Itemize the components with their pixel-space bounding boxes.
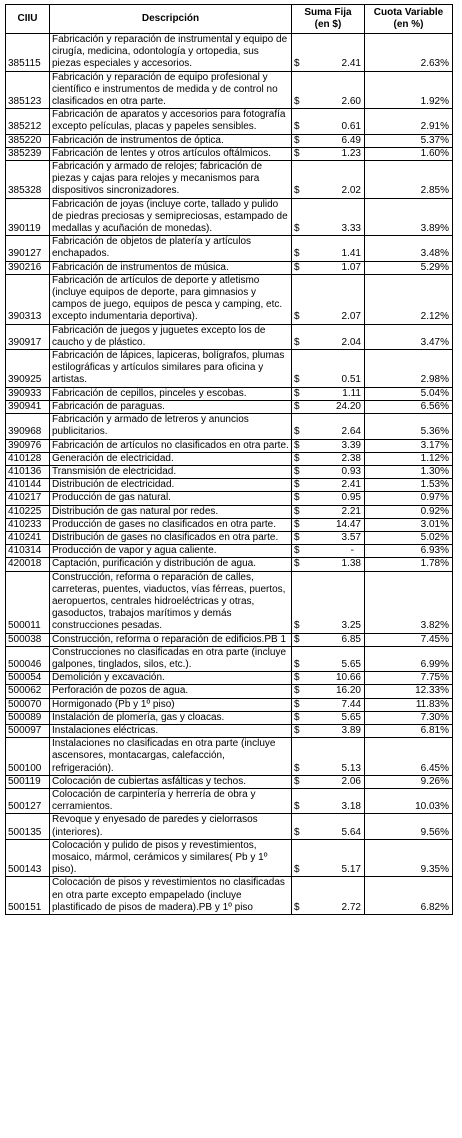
ciiu-code-cell: 500062	[6, 685, 50, 698]
variable-rate-cell: 10.03%	[365, 788, 453, 813]
description-cell: Producción de vapor y agua caliente.	[50, 545, 292, 558]
fixed-amount-cell: 24.20	[306, 400, 365, 413]
currency-symbol-cell: $	[292, 492, 306, 505]
fixed-amount-cell: 16.20	[306, 685, 365, 698]
table-row	[6, 672, 453, 685]
variable-rate-cell: 6.45%	[365, 738, 453, 776]
currency-symbol-cell: $	[292, 814, 306, 839]
variable-rate-cell: 2.98%	[365, 350, 453, 388]
ciiu-code-cell: 500038	[6, 633, 50, 646]
description-cell: Construcción, reforma o reparación de edificios.PB 1	[50, 633, 292, 646]
variable-rate-cell: 2.12%	[365, 274, 453, 324]
header-ciiu: CIIU	[6, 5, 50, 34]
variable-rate-cell: 3.47%	[365, 324, 453, 349]
table-body	[6, 34, 453, 915]
table-row	[6, 414, 453, 439]
ciiu-code-cell: 500011	[6, 571, 50, 633]
currency-symbol-cell: $	[292, 439, 306, 452]
fixed-amount-cell: 2.38	[306, 452, 365, 465]
ciiu-code-cell: 390968	[6, 414, 50, 439]
variable-rate-cell: 1.30%	[365, 465, 453, 478]
variable-rate-cell: 7.75%	[365, 672, 453, 685]
currency-symbol-cell: $	[292, 261, 306, 274]
table-row	[6, 788, 453, 813]
ciiu-tariff-table	[5, 4, 453, 915]
ciiu-code-cell: 500097	[6, 724, 50, 737]
ciiu-code-cell: 390917	[6, 324, 50, 349]
currency-symbol-cell: $	[292, 134, 306, 147]
fixed-amount-cell: 3.39	[306, 439, 365, 452]
description-cell: Fabricación de joyas (incluye corte, tallado y pulido de piedras preciosas y semipreciosas, estampado de medallas y acuñación de monedas).	[50, 198, 292, 236]
description-cell: Colocación de cubiertas asfálticas y techos.	[50, 775, 292, 788]
table-row	[6, 646, 453, 671]
table-header-row	[6, 5, 453, 34]
ciiu-code-cell: 500135	[6, 814, 50, 839]
fixed-amount-cell: 5.65	[306, 711, 365, 724]
description-cell: Distribución de gases no clasificados en otra parte.	[50, 531, 292, 544]
fixed-amount-cell: 1.41	[306, 236, 365, 261]
description-cell: Fabricación de paraguas.	[50, 400, 292, 413]
currency-symbol-cell: $	[292, 71, 306, 109]
currency-symbol-cell: $	[292, 698, 306, 711]
fixed-amount-cell: 1.11	[306, 387, 365, 400]
description-cell: Fabricación de cepillos, pinceles y escobas.	[50, 387, 292, 400]
currency-symbol-cell: $	[292, 34, 306, 72]
fixed-amount-cell: 3.18	[306, 788, 365, 813]
ciiu-code-cell: 500089	[6, 711, 50, 724]
fixed-amount-cell: 2.04	[306, 324, 365, 349]
ciiu-code-cell: 500100	[6, 738, 50, 776]
currency-symbol-cell: $	[292, 877, 306, 915]
variable-rate-cell: 0.97%	[365, 492, 453, 505]
fixed-amount-cell: 10.66	[306, 672, 365, 685]
variable-rate-cell: 6.93%	[365, 545, 453, 558]
table-row	[6, 324, 453, 349]
currency-symbol-cell: $	[292, 161, 306, 199]
currency-symbol-cell: $	[292, 350, 306, 388]
table-row	[6, 545, 453, 558]
table-row	[6, 147, 453, 160]
table-row	[6, 814, 453, 839]
currency-symbol-cell: $	[292, 518, 306, 531]
variable-rate-cell: 3.17%	[365, 439, 453, 452]
table-row	[6, 71, 453, 109]
description-cell: Colocación y pulido de pisos y revestimientos, mosaico, mármol, cerámicos y similares( Pb y 1º piso).	[50, 839, 292, 877]
variable-rate-cell: 6.82%	[365, 877, 453, 915]
fixed-amount-cell: 2.06	[306, 775, 365, 788]
table-row	[6, 839, 453, 877]
ciiu-code-cell: 385328	[6, 161, 50, 199]
currency-symbol-cell: $	[292, 724, 306, 737]
ciiu-code-cell: 500070	[6, 698, 50, 711]
table-row	[6, 134, 453, 147]
fixed-amount-cell: 5.17	[306, 839, 365, 877]
ciiu-code-cell: 410314	[6, 545, 50, 558]
table-row	[6, 698, 453, 711]
table-row	[6, 738, 453, 776]
variable-rate-cell: 2.85%	[365, 161, 453, 199]
variable-rate-cell: 6.56%	[365, 400, 453, 413]
fixed-amount-cell: 3.33	[306, 198, 365, 236]
currency-symbol-cell: $	[292, 531, 306, 544]
ciiu-code-cell: 500119	[6, 775, 50, 788]
fixed-amount-cell: 1.23	[306, 147, 365, 160]
variable-rate-cell: 9.35%	[365, 839, 453, 877]
fixed-amount-cell: 2.41	[306, 479, 365, 492]
ciiu-code-cell: 410128	[6, 452, 50, 465]
variable-rate-cell: 6.81%	[365, 724, 453, 737]
table-row	[6, 161, 453, 199]
description-cell: Fabricación de lápices, lapiceras, bolígrafos, plumas estilográficas y artículos similares para oficina y artistas.	[50, 350, 292, 388]
currency-symbol-cell: $	[292, 274, 306, 324]
fixed-amount-cell: 5.65	[306, 646, 365, 671]
fixed-amount-cell: 0.93	[306, 465, 365, 478]
variable-rate-cell: 0.92%	[365, 505, 453, 518]
header-suma-fija-line2: (en $)	[314, 19, 342, 30]
description-cell: Fabricación de artículos no clasificados en otra parte.	[50, 439, 292, 452]
currency-symbol-cell: $	[292, 147, 306, 160]
fixed-amount-cell: 0.61	[306, 109, 365, 134]
description-cell: Instalaciones eléctricas.	[50, 724, 292, 737]
ciiu-code-cell: 500046	[6, 646, 50, 671]
currency-symbol-cell: $	[292, 109, 306, 134]
ciiu-code-cell: 390119	[6, 198, 50, 236]
variable-rate-cell: 5.29%	[365, 261, 453, 274]
ciiu-code-cell: 500054	[6, 672, 50, 685]
table-row	[6, 452, 453, 465]
fixed-amount-cell: -	[306, 545, 365, 558]
table-row	[6, 479, 453, 492]
ciiu-code-cell: 500151	[6, 877, 50, 915]
table-row	[6, 531, 453, 544]
fixed-amount-cell: 6.49	[306, 134, 365, 147]
description-cell: Colocación de pisos y revestimientos no clasificadas en otra parte excepto empapelado (incluye plastificado de pisos de madera).PB y 1º piso	[50, 877, 292, 915]
fixed-amount-cell: 14.47	[306, 518, 365, 531]
ciiu-code-cell: 385212	[6, 109, 50, 134]
variable-rate-cell: 6.99%	[365, 646, 453, 671]
table-row	[6, 34, 453, 72]
variable-rate-cell: 7.45%	[365, 633, 453, 646]
description-cell: Construcciones no clasificadas en otra parte (incluye galpones, tinglados, silos, etc.).	[50, 646, 292, 671]
currency-symbol-cell: $	[292, 414, 306, 439]
header-cuota-variable	[365, 5, 453, 34]
description-cell: Fabricación y reparación de equipo profesional y científico e instrumentos de medida y de control no clasificados en otra parte.	[50, 71, 292, 109]
currency-symbol-cell: $	[292, 685, 306, 698]
table-row	[6, 558, 453, 571]
currency-symbol-cell: $	[292, 633, 306, 646]
description-cell: Fabricación de juegos y juguetes excepto los de caucho y de plástico.	[50, 324, 292, 349]
description-cell: Colocación de carpintería y herrería de obra y cerramientos.	[50, 788, 292, 813]
variable-rate-cell: 3.89%	[365, 198, 453, 236]
description-cell: Fabricación de artículos de deporte y atletismo (incluye equipos de deporte, para gimnasios y campos de juego, equipos de pesca y camping, etc. excepto indumentaria deportiva).	[50, 274, 292, 324]
table-row	[6, 633, 453, 646]
variable-rate-cell: 7.30%	[365, 711, 453, 724]
description-cell: Producción de gases no clasificados en otra parte.	[50, 518, 292, 531]
description-cell: Fabricación de instrumentos de música.	[50, 261, 292, 274]
variable-rate-cell: 5.37%	[365, 134, 453, 147]
variable-rate-cell: 2.63%	[365, 34, 453, 72]
description-cell: Perforación de pozos de agua.	[50, 685, 292, 698]
description-cell: Construcción, reforma o reparación de calles, carreteras, puentes, viaductos, vías férreas, puertos, aeropuertos, centrales hidroeléctricas y otras, gasoductos, trabajos marítimos y demás construcciones pesadas.	[50, 571, 292, 633]
description-cell: Instalación de plomería, gas y cloacas.	[50, 711, 292, 724]
ciiu-code-cell: 385239	[6, 147, 50, 160]
table-row	[6, 274, 453, 324]
fixed-amount-cell: 2.02	[306, 161, 365, 199]
description-cell: Fabricación y armado de letreros y anuncios publicitarios.	[50, 414, 292, 439]
currency-symbol-cell: $	[292, 452, 306, 465]
variable-rate-cell: 5.04%	[365, 387, 453, 400]
table-row	[6, 711, 453, 724]
description-cell: Fabricación y reparación de instrumental y equipo de cirugía, medicina, odontología y ortopedia, sus piezas especiales y accesorios.	[50, 34, 292, 72]
fixed-amount-cell: 1.07	[306, 261, 365, 274]
currency-symbol-cell: $	[292, 465, 306, 478]
currency-symbol-cell: $	[292, 387, 306, 400]
ciiu-code-cell: 410136	[6, 465, 50, 478]
currency-symbol-cell: $	[292, 505, 306, 518]
description-cell: Instalaciones no clasificadas en otra parte (incluye ascensores, montacargas, calefacción, refrigeración).	[50, 738, 292, 776]
ciiu-code-cell: 500143	[6, 839, 50, 877]
currency-symbol-cell: $	[292, 738, 306, 776]
description-cell: Demolición y excavación.	[50, 672, 292, 685]
ciiu-code-cell: 390933	[6, 387, 50, 400]
table-row	[6, 387, 453, 400]
variable-rate-cell: 1.12%	[365, 452, 453, 465]
table-row	[6, 724, 453, 737]
description-cell: Distribución de electricidad.	[50, 479, 292, 492]
currency-symbol-cell: $	[292, 400, 306, 413]
ciiu-code-cell: 500127	[6, 788, 50, 813]
table-row	[6, 198, 453, 236]
table-row	[6, 439, 453, 452]
description-cell: Fabricación de objetos de platería y artículos enchapados.	[50, 236, 292, 261]
currency-symbol-cell: $	[292, 236, 306, 261]
ciiu-code-cell: 390976	[6, 439, 50, 452]
ciiu-code-cell: 385123	[6, 71, 50, 109]
table-row	[6, 109, 453, 134]
fixed-amount-cell: 2.41	[306, 34, 365, 72]
currency-symbol-cell: $	[292, 198, 306, 236]
description-cell: Revoque y enyesado de paredes y cielorrasos (interiores).	[50, 814, 292, 839]
currency-symbol-cell: $	[292, 571, 306, 633]
fixed-amount-cell: 2.21	[306, 505, 365, 518]
description-cell: Captación, purificación y distribución de agua.	[50, 558, 292, 571]
variable-rate-cell: 1.60%	[365, 147, 453, 160]
header-cuota-variable-line1: Cuota Variable	[373, 7, 444, 18]
currency-symbol-cell: $	[292, 775, 306, 788]
variable-rate-cell: 9.26%	[365, 775, 453, 788]
fixed-amount-cell: 0.95	[306, 492, 365, 505]
header-descripcion: Descripción	[50, 5, 292, 34]
variable-rate-cell: 1.78%	[365, 558, 453, 571]
description-cell: Producción de gas natural.	[50, 492, 292, 505]
description-cell: Hormigonado (Pb y 1º piso)	[50, 698, 292, 711]
ciiu-code-cell: 390313	[6, 274, 50, 324]
variable-rate-cell: 12.33%	[365, 685, 453, 698]
ciiu-code-cell: 410144	[6, 479, 50, 492]
table-row	[6, 465, 453, 478]
variable-rate-cell: 1.53%	[365, 479, 453, 492]
variable-rate-cell: 9.56%	[365, 814, 453, 839]
fixed-amount-cell: 3.25	[306, 571, 365, 633]
fixed-amount-cell: 3.89	[306, 724, 365, 737]
ciiu-code-cell: 410233	[6, 518, 50, 531]
header-suma-fija-line1: Suma Fija	[304, 7, 352, 18]
ciiu-code-cell: 410217	[6, 492, 50, 505]
currency-symbol-cell: $	[292, 711, 306, 724]
fixed-amount-cell: 1.38	[306, 558, 365, 571]
description-cell: Generación de electricidad.	[50, 452, 292, 465]
table-row	[6, 236, 453, 261]
variable-rate-cell: 5.36%	[365, 414, 453, 439]
fixed-amount-cell: 5.13	[306, 738, 365, 776]
variable-rate-cell: 3.82%	[365, 571, 453, 633]
ciiu-code-cell: 390941	[6, 400, 50, 413]
currency-symbol-cell: $	[292, 545, 306, 558]
table-row	[6, 877, 453, 915]
variable-rate-cell: 5.02%	[365, 531, 453, 544]
table-row	[6, 492, 453, 505]
variable-rate-cell: 1.92%	[365, 71, 453, 109]
ciiu-code-cell: 390216	[6, 261, 50, 274]
ciiu-code-cell: 420018	[6, 558, 50, 571]
table-row	[6, 571, 453, 633]
variable-rate-cell: 2.91%	[365, 109, 453, 134]
variable-rate-cell: 3.48%	[365, 236, 453, 261]
currency-symbol-cell: $	[292, 479, 306, 492]
fixed-amount-cell: 6.85	[306, 633, 365, 646]
fixed-amount-cell: 2.72	[306, 877, 365, 915]
currency-symbol-cell: $	[292, 788, 306, 813]
ciiu-code-cell: 410241	[6, 531, 50, 544]
description-cell: Transmisión de electricidad.	[50, 465, 292, 478]
table-row	[6, 685, 453, 698]
fixed-amount-cell: 7.44	[306, 698, 365, 711]
header-suma-fija	[292, 5, 365, 34]
table-row	[6, 261, 453, 274]
fixed-amount-cell: 2.64	[306, 414, 365, 439]
fixed-amount-cell: 2.07	[306, 274, 365, 324]
ciiu-code-cell: 390127	[6, 236, 50, 261]
table-row	[6, 505, 453, 518]
fixed-amount-cell: 5.64	[306, 814, 365, 839]
currency-symbol-cell: $	[292, 672, 306, 685]
currency-symbol-cell: $	[292, 646, 306, 671]
fixed-amount-cell: 0.51	[306, 350, 365, 388]
currency-symbol-cell: $	[292, 558, 306, 571]
ciiu-code-cell: 385115	[6, 34, 50, 72]
description-cell: Fabricación y armado de relojes; fabricación de piezas y cajas para relojes y mecanismos para dispositivos sincronizadores.	[50, 161, 292, 199]
description-cell: Distribución de gas natural por redes.	[50, 505, 292, 518]
currency-symbol-cell: $	[292, 324, 306, 349]
fixed-amount-cell: 2.60	[306, 71, 365, 109]
ciiu-code-cell: 410225	[6, 505, 50, 518]
ciiu-code-cell: 390925	[6, 350, 50, 388]
table-row	[6, 775, 453, 788]
description-cell: Fabricación de aparatos y accesorios para fotografía excepto películas, placas y papeles sensibles.	[50, 109, 292, 134]
header-cuota-variable-line2: (en %)	[393, 19, 424, 30]
currency-symbol-cell: $	[292, 839, 306, 877]
ciiu-code-cell: 385220	[6, 134, 50, 147]
table-row	[6, 350, 453, 388]
description-cell: Fabricación de instrumentos de óptica.	[50, 134, 292, 147]
variable-rate-cell: 11.83%	[365, 698, 453, 711]
table-row	[6, 400, 453, 413]
description-cell: Fabricación de lentes y otros artículos oftálmicos.	[50, 147, 292, 160]
fixed-amount-cell: 3.57	[306, 531, 365, 544]
variable-rate-cell: 3.01%	[365, 518, 453, 531]
table-row	[6, 518, 453, 531]
